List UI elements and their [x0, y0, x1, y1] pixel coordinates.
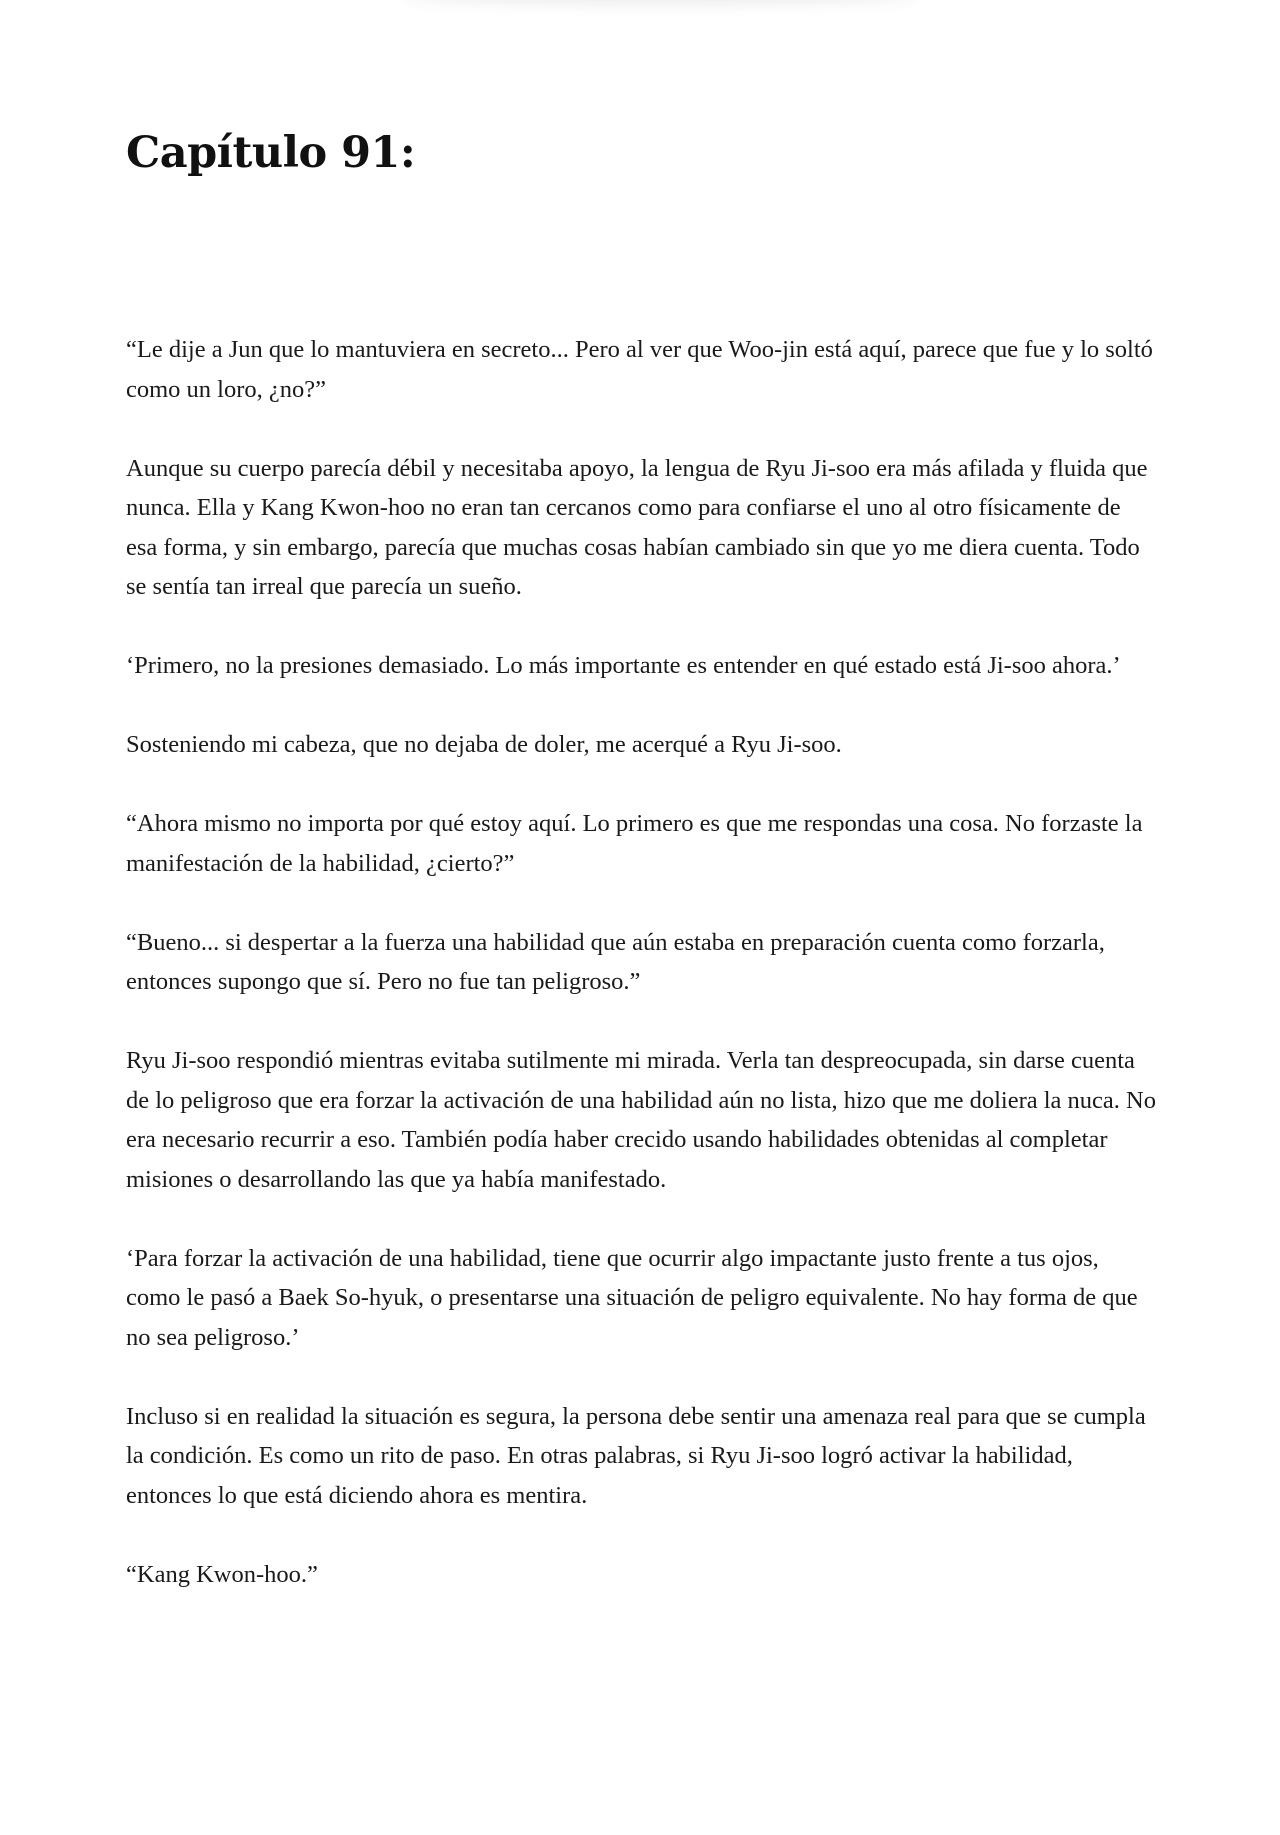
story-paragraph: Ryu Ji-soo respondió mientras evitaba sutilmente mi mirada. Verla tan despreocupada, sin darse cuenta de lo peligroso que era forzar la activación de una habilidad aún no lista, hizo que me doliera la nuca. No era necesario recurrir a eso. También podía haber crecido usando habilidades obtenidas al completar misiones o desarrollando las que ya había manifestado. [126, 1047, 1156, 1193]
story-paragraph: Incluso si en realidad la situación es segura, la persona debe sentir una amenaza real para que se cumpla la condición. Es como un rito de paso. En otras palabras, si Ryu Ji-soo logró activar la habilidad, entonces lo que está diciendo ahora es mentira. [126, 1402, 1146, 1509]
story-paragraph: “Kang Kwon-hoo.” [126, 1560, 318, 1588]
story-paragraph: “Le dije a Jun que lo mantuviera en secreto... Pero al ver que Woo-jin está aquí, parece que fue y lo soltó como un loro, ¿no?” [126, 336, 1153, 403]
story-text [126, 330, 1156, 1634]
story-paragraph: “Ahora mismo no importa por qué estoy aquí. Lo primero es que me respondas una cosa. No forzaste la manifestación de la habilidad, ¿cierto?” [126, 810, 1143, 877]
chapter-title: Capítulo 91: [126, 128, 416, 178]
story-paragraph: ‘Primero, no la presiones demasiado. Lo más importante es entender en qué estado está Ji-soo ahora.’ [126, 652, 1121, 679]
story-paragraph: Aunque su cuerpo parecía débil y necesitaba apoyo, la lengua de Ryu Ji-soo era más afilada y fluida que nunca. Ella y Kang Kwon-hoo no eran tan cercanos como para confiarse el uno al otro físicamente de esa forma, y sin embargo, parecía que muchas cosas habían cambiado sin que yo me diera cuenta. Todo se sentía tan irreal que parecía un sueño. [126, 454, 1148, 600]
story-paragraph: “Bueno... si despertar a la fuerza una habilidad que aún estaba en preparación cuenta como forzarla, entonces supongo que sí. Pero no fue tan peligroso.” [126, 928, 1105, 995]
story-paragraph: ‘Para forzar la activación de una habilidad, tiene que ocurrir algo impactante justo frente a tus ojos, como le pasó a Baek So-hyuk, o presentarse una situación de peligro equivalente. No hay forma de que no sea peligroso.’ [126, 1244, 1138, 1351]
story-paragraph: Sosteniendo mi cabeza, que no dejaba de doler, me acerqué a Ryu Ji-soo. [126, 731, 842, 758]
